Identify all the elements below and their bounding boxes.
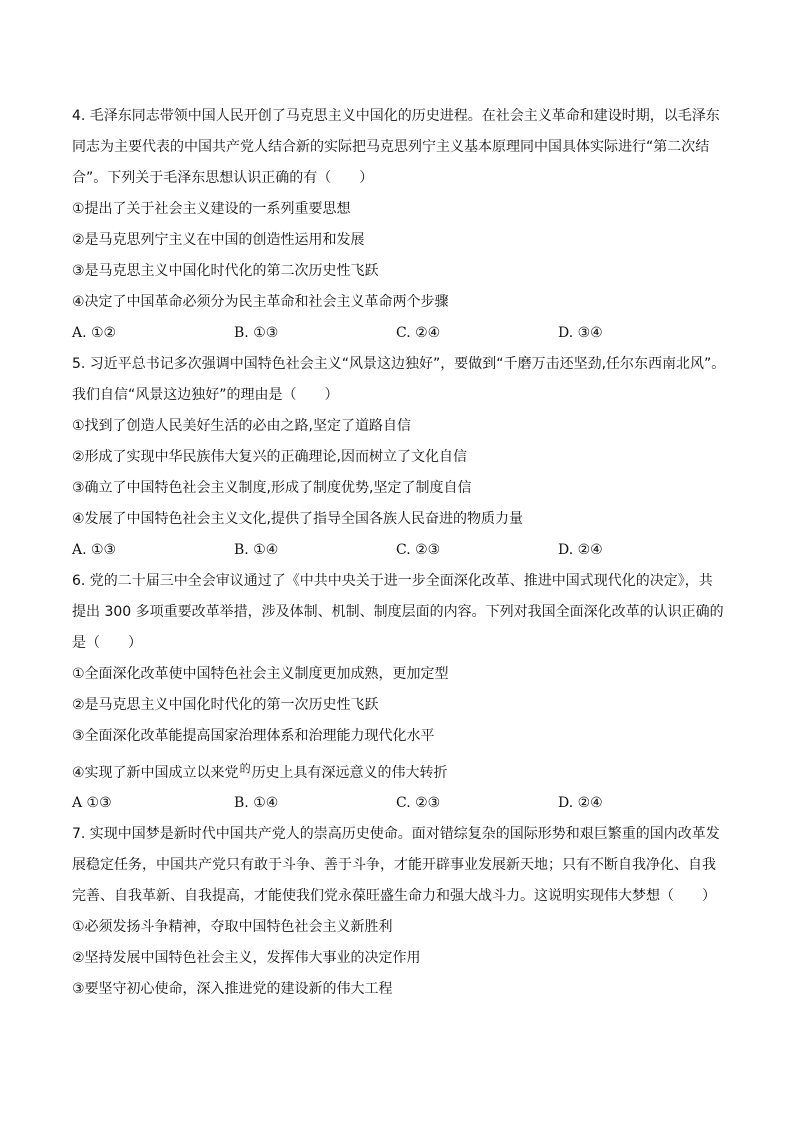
question-stem-line: 我们自信“风景这边独好”的理由是（ ） bbox=[72, 387, 339, 403]
option-c: C. ②④ bbox=[396, 325, 441, 341]
option-b: B. ①④ bbox=[234, 542, 279, 558]
statement bbox=[72, 752, 732, 788]
question-7 bbox=[72, 819, 732, 1005]
question-4 bbox=[72, 101, 732, 349]
statement: ③全面深化改革能提高国家治理体系和治理能力现代化水平 bbox=[72, 728, 435, 744]
option-a: A. ①③ bbox=[72, 542, 117, 558]
option-c: C. ②③ bbox=[396, 795, 441, 811]
question-stem-line: 合”。下列关于毛泽东思想认识正确的有（ ） bbox=[72, 170, 374, 186]
question-stem-line: 是（ ） bbox=[72, 635, 142, 651]
statement: ④决定了中国革命必须分为民主革命和社会主义革命两个步骤 bbox=[72, 294, 449, 310]
question-stem-line: 展稳定任务，中国共产党只有敢于斗争、善于斗争，才能开辟事业发展新天地；只有不断自我净化、自我 bbox=[72, 857, 716, 873]
question-stem-line: 提出 300 多项重要改革举措，涉及体制、机制、制度层面的内容。下列对我国全面深化改革的认识正确的 bbox=[72, 604, 724, 620]
option-b: B. ①③ bbox=[234, 325, 279, 341]
option-c: C. ②③ bbox=[396, 542, 441, 558]
option-b: B. ①④ bbox=[234, 795, 279, 811]
statement: ③要坚守初心使命，深入推进党的建设新的伟大工程 bbox=[72, 981, 393, 997]
statement: ①找到了创造人民美好生活的必由之路,坚定了道路自信 bbox=[72, 418, 411, 434]
answer-options bbox=[72, 318, 732, 349]
question-stem-line: 同志为主要代表的中国共产党人结合新的实际把马克思列宁主义基本原理同中国具体实际进行“第二次结 bbox=[72, 139, 710, 155]
question-stem-line: 5. 习近平总书记多次强调中国特色社会主义“风景这边独好”，要做到“千磨万击还坚劲,任尔东西南北风”。 bbox=[72, 356, 726, 372]
statement: ③是马克思主义中国化时代化的第二次历史性飞跃 bbox=[72, 263, 379, 279]
option-a: A. ①② bbox=[72, 325, 117, 341]
statement: ④发展了中国特色社会主义文化,提供了指导全国各族人民奋进的物质力量 bbox=[72, 511, 523, 527]
option-d: D. ③④ bbox=[558, 325, 603, 341]
statement-part: 历史上具有深远意义的伟大转折 bbox=[251, 765, 448, 781]
statement: ②形成了实现中华民族伟大复兴的正确理论,因而树立了文化自信 bbox=[72, 449, 467, 465]
option-d: D. ②④ bbox=[558, 542, 603, 558]
statement-part: ④实现了新中国成立以来党 bbox=[72, 765, 239, 781]
question-stem-line: 6. 党的二十届三中全会审议通过了《中共中央关于进一步全面深化改革、推进中国式现代化的决定》，共 bbox=[72, 573, 713, 589]
statement: ②坚持发展中国特色社会主义，发挥伟大事业的决定作用 bbox=[72, 950, 421, 966]
option-a: A ①③ bbox=[72, 795, 112, 811]
question-6 bbox=[72, 566, 732, 819]
option-d: D. ②④ bbox=[558, 795, 603, 811]
question-content bbox=[72, 101, 732, 1005]
statement: ②是马克思列宁主义在中国的创造性运用和发展 bbox=[72, 232, 365, 248]
question-stem-line: 4. 毛泽东同志带领中国人民开创了马克思主义中国化的历史进程。在社会主义革命和建设时期，以毛泽东 bbox=[72, 108, 720, 124]
question-stem-line: 完善、自我革新、自我提高，才能使我们党永葆旺盛生命力和强大战斗力。这说明实现伟大梦想（ ） bbox=[72, 888, 716, 904]
statement: ③确立了中国特色社会主义制度,形成了制度优势,坚定了制度自信 bbox=[72, 480, 472, 496]
statement: ①必须发扬斗争精神，夺取中国特色社会主义新胜利 bbox=[72, 919, 393, 935]
answer-options bbox=[72, 535, 732, 566]
question-5 bbox=[72, 349, 732, 566]
statement-raised-char: 的 bbox=[239, 762, 251, 775]
statement: ①全面深化改革使中国特色社会主义制度更加成熟，更加定型 bbox=[72, 666, 449, 682]
question-stem-line: 7. 实现中国梦是新时代中国共产党人的崇高历史使命。面对错综复杂的国际形势和艰巨繁重的国内改革发 bbox=[72, 826, 720, 842]
answer-options bbox=[72, 788, 732, 819]
statement: ②是马克思主义中国化时代化的第一次历史性飞跃 bbox=[72, 697, 379, 713]
statement: ①提出了关于社会主义建设的一系列重要思想 bbox=[72, 201, 351, 217]
